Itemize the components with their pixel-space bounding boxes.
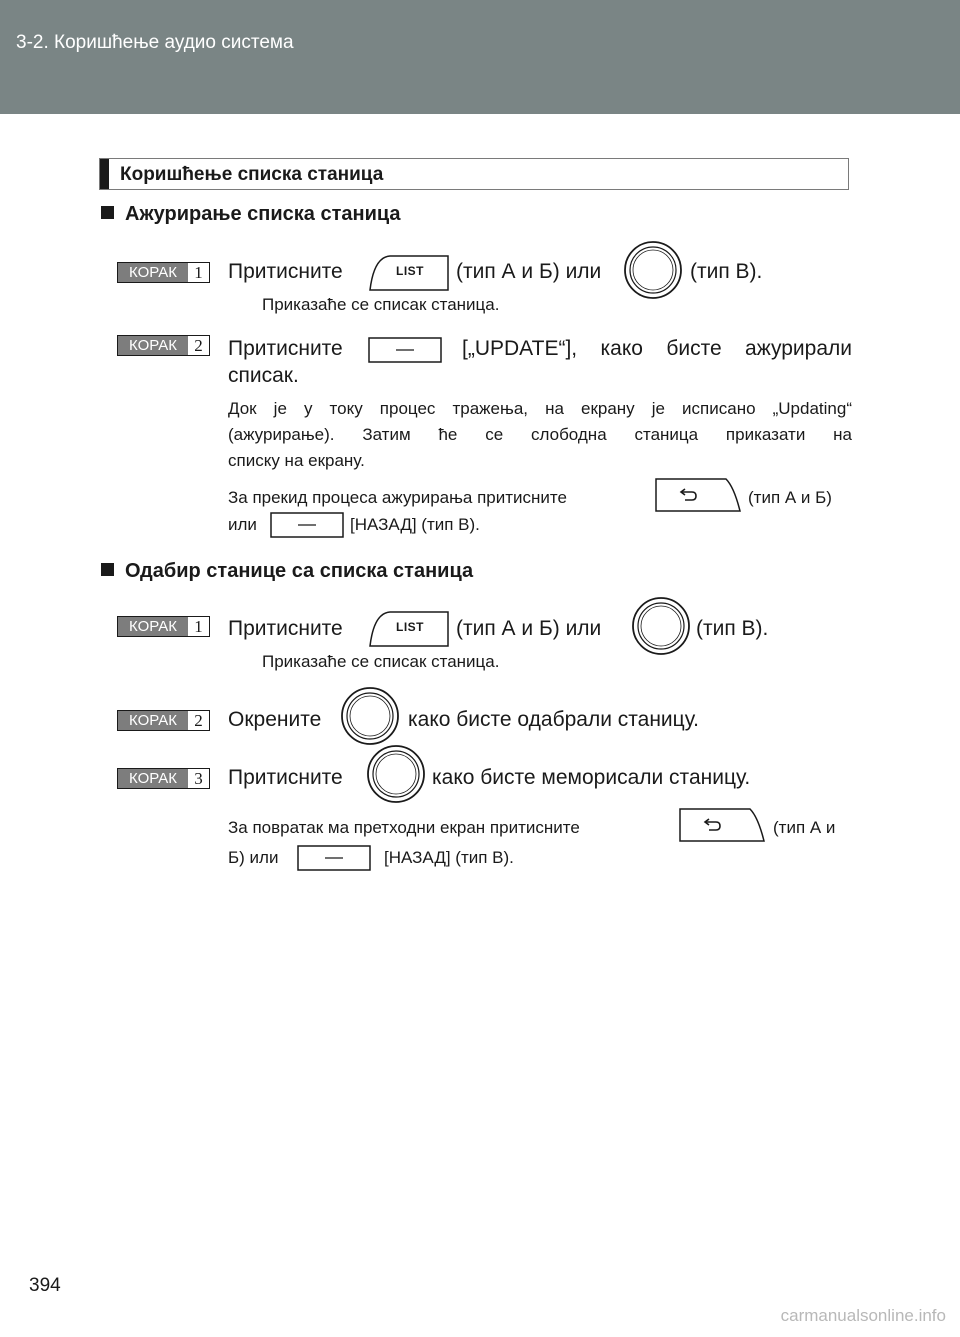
subheading-select: Одабир станице са списка станица bbox=[101, 560, 473, 583]
step-text: Притисните bbox=[228, 337, 343, 360]
paragraph: [НАЗАД] (тип В). bbox=[384, 848, 514, 867]
step-text: како бисте одабрали станицу. bbox=[408, 708, 699, 731]
screen-button-icon bbox=[270, 512, 344, 538]
paragraph: За повратак ма претходни екран притисните bbox=[228, 818, 580, 837]
step-text: Окрените bbox=[228, 708, 322, 731]
step-text: (тип А и Б) или bbox=[456, 617, 602, 640]
step-text: (тип А и Б) или bbox=[456, 260, 602, 283]
step-note: Приказаће се списак станица. bbox=[262, 652, 500, 671]
step-text: [„UPDATE“], како бисте ажурирали bbox=[462, 337, 852, 360]
section-bar bbox=[100, 159, 109, 189]
paragraph: Док је у току процес тражења, на екрану је исписано „Updating“ bbox=[228, 399, 852, 418]
tune-knob-icon bbox=[366, 744, 426, 804]
section-title-box bbox=[99, 158, 849, 190]
paragraph: (тип А и bbox=[773, 818, 836, 837]
tune-knob-icon bbox=[631, 596, 691, 656]
paragraph: или bbox=[228, 515, 257, 534]
watermark: carmanualsonline.info bbox=[780, 1306, 946, 1325]
paragraph: (ажурирање). Затим ће се слободна станица приказати на bbox=[228, 425, 852, 444]
step-text: (тип В). bbox=[696, 617, 769, 640]
back-button-icon bbox=[678, 807, 766, 843]
paragraph: списку на екрану. bbox=[228, 451, 365, 470]
square-bullet-icon bbox=[101, 563, 114, 576]
paragraph: Б) или bbox=[228, 848, 279, 867]
page-header bbox=[0, 0, 960, 114]
back-button-icon bbox=[654, 477, 742, 513]
subheading-update: Ажурирање списка станица bbox=[101, 203, 401, 226]
paragraph: (тип А и Б) bbox=[748, 488, 832, 507]
step-badge: КОРАК 3 bbox=[117, 768, 210, 789]
screen-button-icon bbox=[297, 845, 371, 871]
paragraph: [НАЗАД] (тип В). bbox=[350, 515, 480, 534]
tune-knob-icon bbox=[623, 240, 683, 300]
step-text: Притисните bbox=[228, 260, 343, 283]
section-title: Коришћење списка станица bbox=[120, 164, 384, 185]
step-text: (тип В). bbox=[690, 260, 763, 283]
step-badge: КОРАК 2 bbox=[117, 710, 210, 731]
paragraph: За прекид процеса ажурирања притисните bbox=[228, 488, 567, 507]
step-text: Притисните bbox=[228, 617, 343, 640]
step-text: списак. bbox=[228, 364, 299, 387]
tune-knob-icon bbox=[340, 686, 400, 746]
screen-button-icon bbox=[368, 337, 442, 363]
chapter-title: 3-2. Коришћење аудио система bbox=[16, 32, 294, 53]
list-button-icon: LIST bbox=[360, 253, 450, 293]
step-text: како бисте меморисали станицу. bbox=[432, 766, 751, 789]
step-badge: КОРАК 1 bbox=[117, 616, 210, 637]
page-number: 394 bbox=[29, 1275, 61, 1296]
square-bullet-icon bbox=[101, 206, 114, 219]
step-badge: КОРАК 2 bbox=[117, 335, 210, 356]
step-note: Приказаће се списак станица. bbox=[262, 295, 500, 314]
step-badge: КОРАК 1 bbox=[117, 262, 210, 283]
list-button-icon: LIST bbox=[360, 609, 450, 649]
step-text: Притисните bbox=[228, 766, 343, 789]
